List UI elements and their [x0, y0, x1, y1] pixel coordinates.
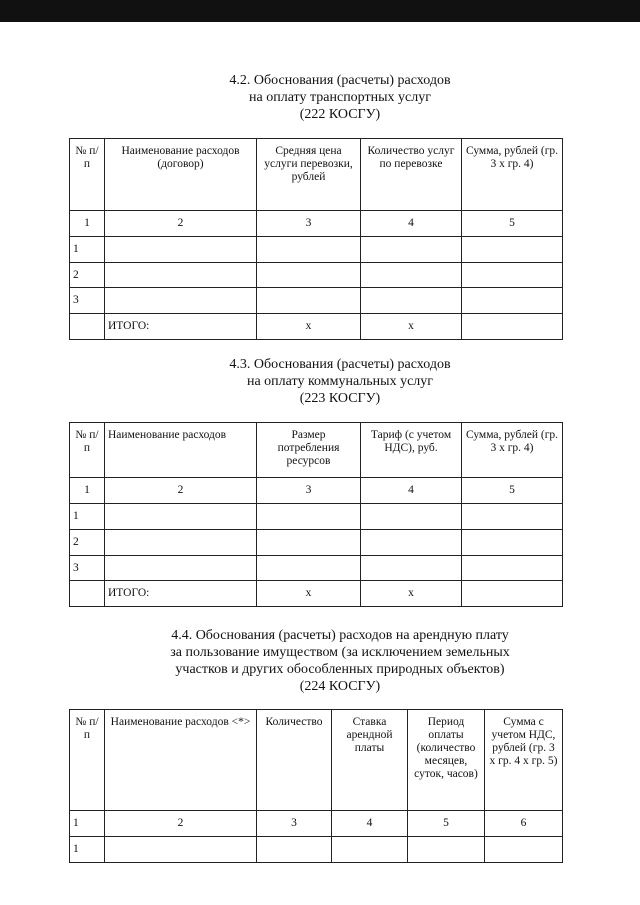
index-cell: 3: [257, 811, 332, 837]
column-index-row: [70, 478, 563, 504]
scan-top-border: [0, 0, 640, 22]
header-cell: Количество услуг по перевозке: [361, 139, 462, 211]
header-cell: Сумма, рублей (гр. 3 x гр. 4): [462, 139, 563, 211]
header-cell: Тариф (с учетом НДС), руб.: [361, 423, 462, 478]
header-cell: Размер потребления ресурсов: [257, 423, 361, 478]
index-cell: 1: [70, 211, 105, 237]
row-number: 1: [70, 237, 105, 263]
cell: [105, 837, 257, 863]
table-row: [70, 530, 563, 556]
header-cell: Средняя цена услуги перевозки, рублей: [257, 139, 361, 211]
cell: [361, 288, 462, 314]
title-line: 4.2. Обоснования (расчеты) расходов: [229, 73, 451, 88]
header-cell: № п/п: [70, 139, 105, 211]
table-row: [70, 288, 563, 314]
cell: [105, 530, 257, 556]
header-cell: № п/п: [70, 710, 105, 811]
cell: [105, 288, 257, 314]
total-label: ИТОГО:: [105, 581, 257, 607]
table-4-2: [69, 138, 563, 340]
cell: [70, 581, 105, 607]
cell: х: [257, 581, 361, 607]
cell: х: [361, 314, 462, 340]
cell: [462, 556, 563, 581]
cell: х: [361, 581, 462, 607]
table-row: [70, 556, 563, 581]
index-cell: 2: [105, 478, 257, 504]
cell: [361, 530, 462, 556]
header-row: [70, 710, 563, 811]
section-4-4-title: [0, 627, 640, 695]
row-number: 1: [70, 504, 105, 530]
section-4-2-title: [0, 72, 640, 123]
header-row: [70, 423, 563, 478]
header-cell: Наименование расходов: [105, 423, 257, 478]
cell: [257, 263, 361, 288]
index-cell: 2: [105, 211, 257, 237]
index-cell: 4: [361, 478, 462, 504]
cell: [361, 263, 462, 288]
header-cell: № п/п: [70, 423, 105, 478]
section-4-3-title: [0, 356, 640, 407]
row-number: 3: [70, 288, 105, 314]
title-line: 4.4. Обоснования (расчеты) расходов на арендную плату: [171, 628, 509, 643]
cell: [361, 504, 462, 530]
cell: [462, 530, 563, 556]
index-cell: 4: [361, 211, 462, 237]
cell: [485, 837, 563, 863]
table-row: [70, 504, 563, 530]
table-row: [70, 237, 563, 263]
total-row: [70, 581, 563, 607]
cell: [105, 237, 257, 263]
title-line: (222 КОСГУ): [299, 107, 381, 122]
table-row: [70, 837, 563, 863]
cell: х: [257, 314, 361, 340]
index-cell: 2: [105, 811, 257, 837]
cell: [257, 288, 361, 314]
table-4-3: [69, 422, 563, 607]
row-number: 3: [70, 556, 105, 581]
cell: [361, 556, 462, 581]
title-line: (223 КОСГУ): [299, 391, 381, 406]
cell: [257, 530, 361, 556]
header-cell: Период оплаты (количество месяцев, суток, часов): [408, 710, 485, 811]
cell: [462, 288, 563, 314]
cell: [257, 237, 361, 263]
title-line: участков и других обособленных природных объектов): [175, 662, 505, 677]
total-row: [70, 314, 563, 340]
column-index-row: [70, 811, 563, 837]
cell: [257, 504, 361, 530]
title-line: 4.3. Обоснования (расчеты) расходов: [229, 357, 451, 372]
cell: [462, 263, 563, 288]
title-line: (224 КОСГУ): [299, 679, 381, 694]
cell: [408, 837, 485, 863]
index-cell: 3: [257, 211, 361, 237]
header-cell: Количество: [257, 710, 332, 811]
index-cell: 1: [70, 811, 105, 837]
table-4-4: [69, 709, 563, 863]
header-cell: Ставка арендной платы: [332, 710, 408, 811]
cell: [257, 837, 332, 863]
title-line: на оплату коммунальных услуг: [246, 374, 434, 389]
cell: [105, 504, 257, 530]
total-label: ИТОГО:: [105, 314, 257, 340]
index-cell: 5: [408, 811, 485, 837]
cell: [462, 314, 563, 340]
index-cell: 5: [462, 211, 563, 237]
index-cell: 4: [332, 811, 408, 837]
row-number: 2: [70, 263, 105, 288]
column-index-row: [70, 211, 563, 237]
table-row: [70, 263, 563, 288]
header-cell: Наименование расходов (договор): [105, 139, 257, 211]
header-cell: Сумма с учетом НДС, рублей (гр. 3 x гр. 4 x гр. 5): [485, 710, 563, 811]
index-cell: 5: [462, 478, 563, 504]
title-line: за пользование имуществом (за исключением земельных: [170, 645, 510, 660]
index-cell: 6: [485, 811, 563, 837]
cell: [462, 504, 563, 530]
index-cell: 3: [257, 478, 361, 504]
cell: [70, 314, 105, 340]
row-number: 2: [70, 530, 105, 556]
row-number: 1: [70, 837, 105, 863]
header-cell: Наименование расходов <*>: [105, 710, 257, 811]
cell: [462, 237, 563, 263]
header-row: [70, 139, 563, 211]
cell: [257, 556, 361, 581]
cell: [332, 837, 408, 863]
cell: [462, 581, 563, 607]
cell: [105, 263, 257, 288]
cell: [105, 556, 257, 581]
header-cell: Сумма, рублей (гр. 3 x гр. 4): [462, 423, 563, 478]
index-cell: 1: [70, 478, 105, 504]
cell: [361, 237, 462, 263]
title-line: на оплату транспортных услуг: [249, 90, 431, 105]
